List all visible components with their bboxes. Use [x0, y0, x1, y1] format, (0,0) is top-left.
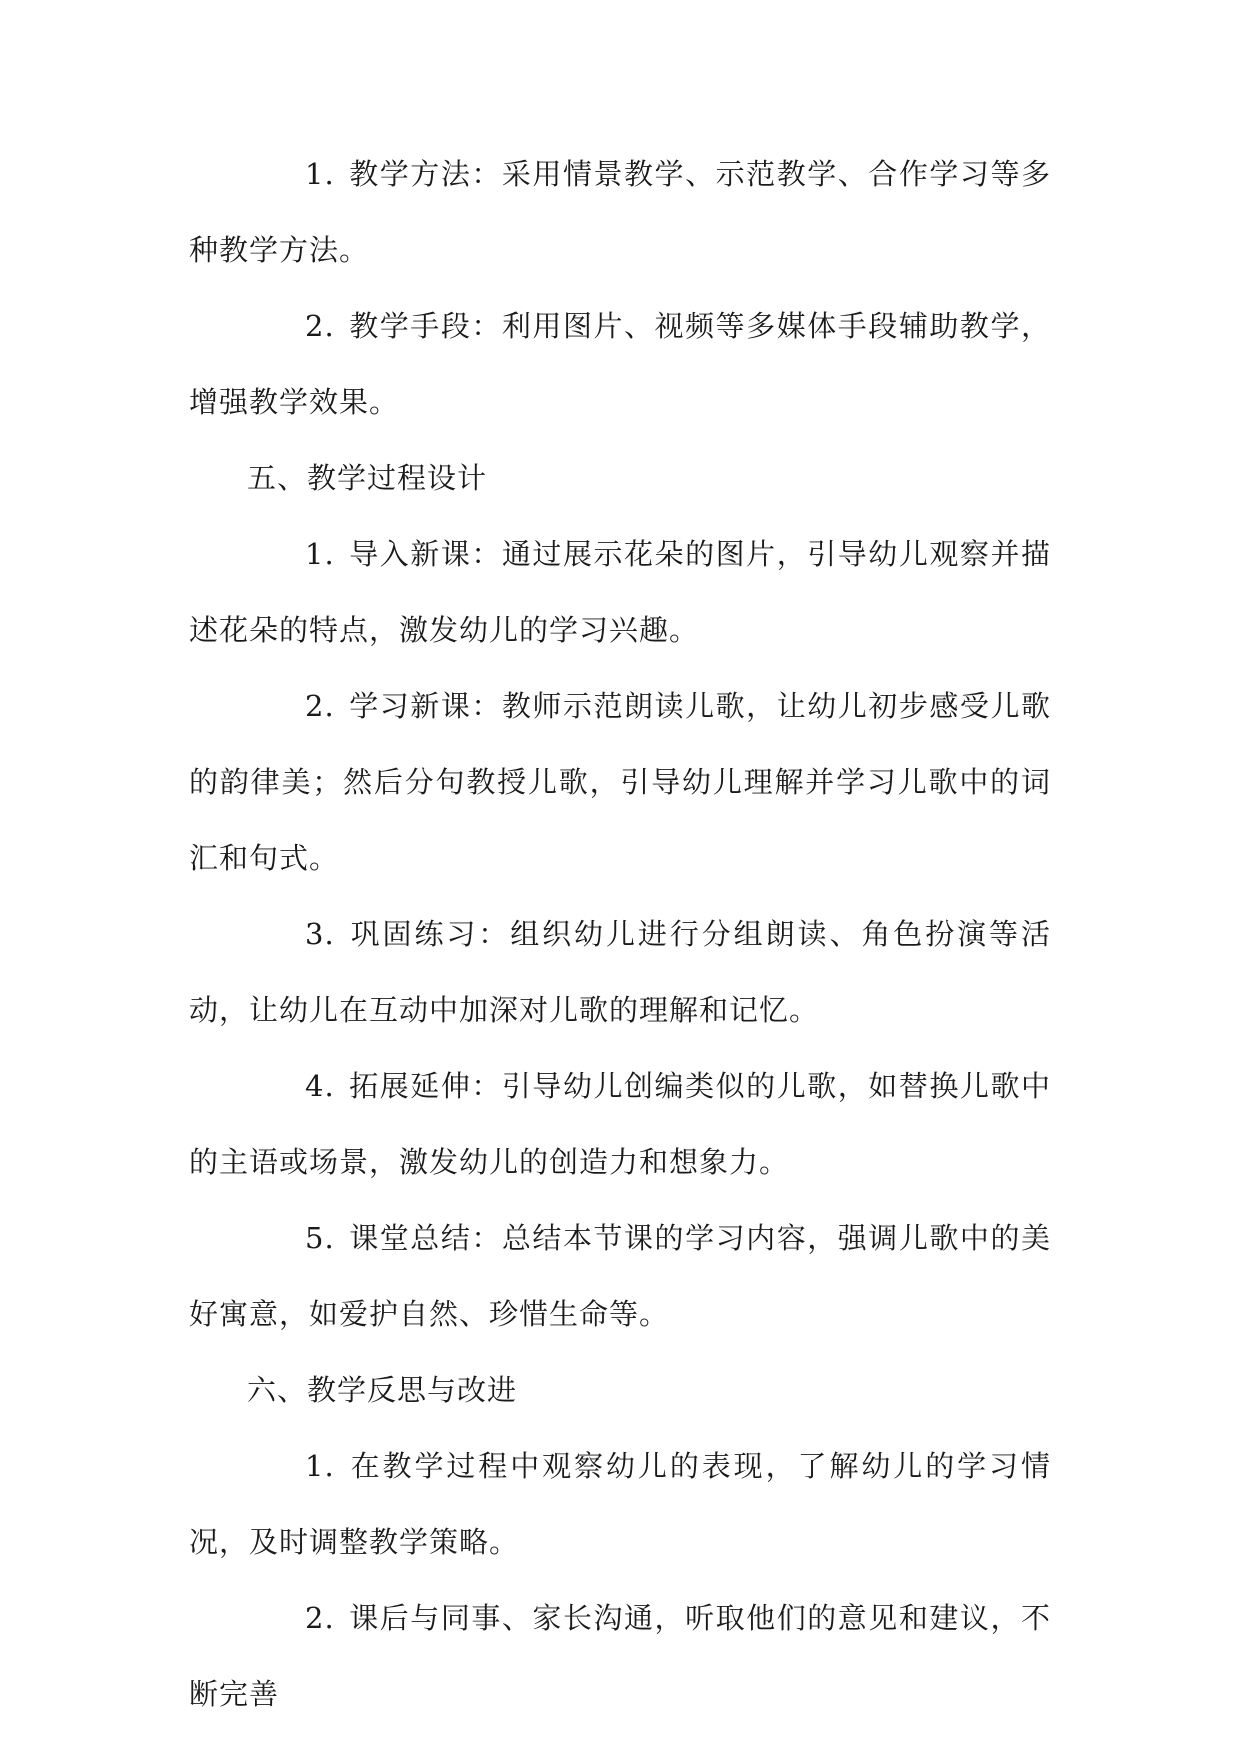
paragraph-text: 巩固练习：组织幼儿进行分组朗读、角色扮演等活动，让幼儿在互动中加深对儿歌的理解和记忆。: [189, 917, 1051, 1027]
item-number: 1.: [305, 537, 335, 571]
paragraph-text: 拓展延伸：引导幼儿创编类似的儿歌，如替换儿歌中的主语或场景，激发幼儿的创造力和想象力。: [189, 1069, 1051, 1179]
paragraph-practice: [189, 896, 1051, 1048]
item-number: 1.: [305, 157, 335, 191]
paragraph-text: 学习新课：教师示范朗读儿歌，让幼儿初步感受儿歌的韵律美；然后分句教授儿歌，引导幼儿理解并学习儿歌中的词汇和句式。: [189, 689, 1051, 875]
paragraph-text: 课后与同事、家长沟通，听取他们的意见和建议，不断完善: [189, 1601, 1051, 1711]
item-number: 2.: [305, 689, 335, 723]
paragraph-communicate: [189, 1580, 1051, 1732]
item-number: 4.: [305, 1069, 335, 1103]
paragraph-new-lesson: [189, 668, 1051, 896]
paragraph-extension: [189, 1048, 1051, 1200]
paragraph-text: 课堂总结：总结本节课的学习内容，强调儿歌中的美好寓意，如爱护自然、珍惜生命等。: [189, 1221, 1051, 1331]
paragraph-observe: [189, 1428, 1051, 1580]
item-number: 3.: [305, 917, 335, 951]
paragraph-teaching-means: [189, 288, 1051, 440]
section-heading-reflection: 六、教学反思与改进: [247, 1373, 518, 1407]
paragraph-teaching-methods: [189, 136, 1051, 288]
document-body: [189, 136, 1051, 1732]
item-number: 5.: [305, 1221, 335, 1255]
item-number: 1.: [305, 1449, 335, 1483]
paragraph-summary: [189, 1200, 1051, 1352]
paragraph-text: 教学手段：利用图片、视频等多媒体手段辅助教学，增强教学效果。: [189, 309, 1051, 419]
item-number: 2.: [305, 1601, 335, 1635]
paragraph-text: 导入新课：通过展示花朵的图片，引导幼儿观察并描述花朵的特点，激发幼儿的学习兴趣。: [189, 537, 1051, 647]
paragraph-text: 教学方法：采用情景教学、示范教学、合作学习等多种教学方法。: [189, 157, 1051, 267]
paragraph-intro-lesson: [189, 516, 1051, 668]
paragraph-text: 在教学过程中观察幼儿的表现，了解幼儿的学习情况，及时调整教学策略。: [189, 1449, 1051, 1559]
section-heading-process: 五、教学过程设计: [247, 461, 488, 495]
item-number: 2.: [305, 309, 335, 343]
